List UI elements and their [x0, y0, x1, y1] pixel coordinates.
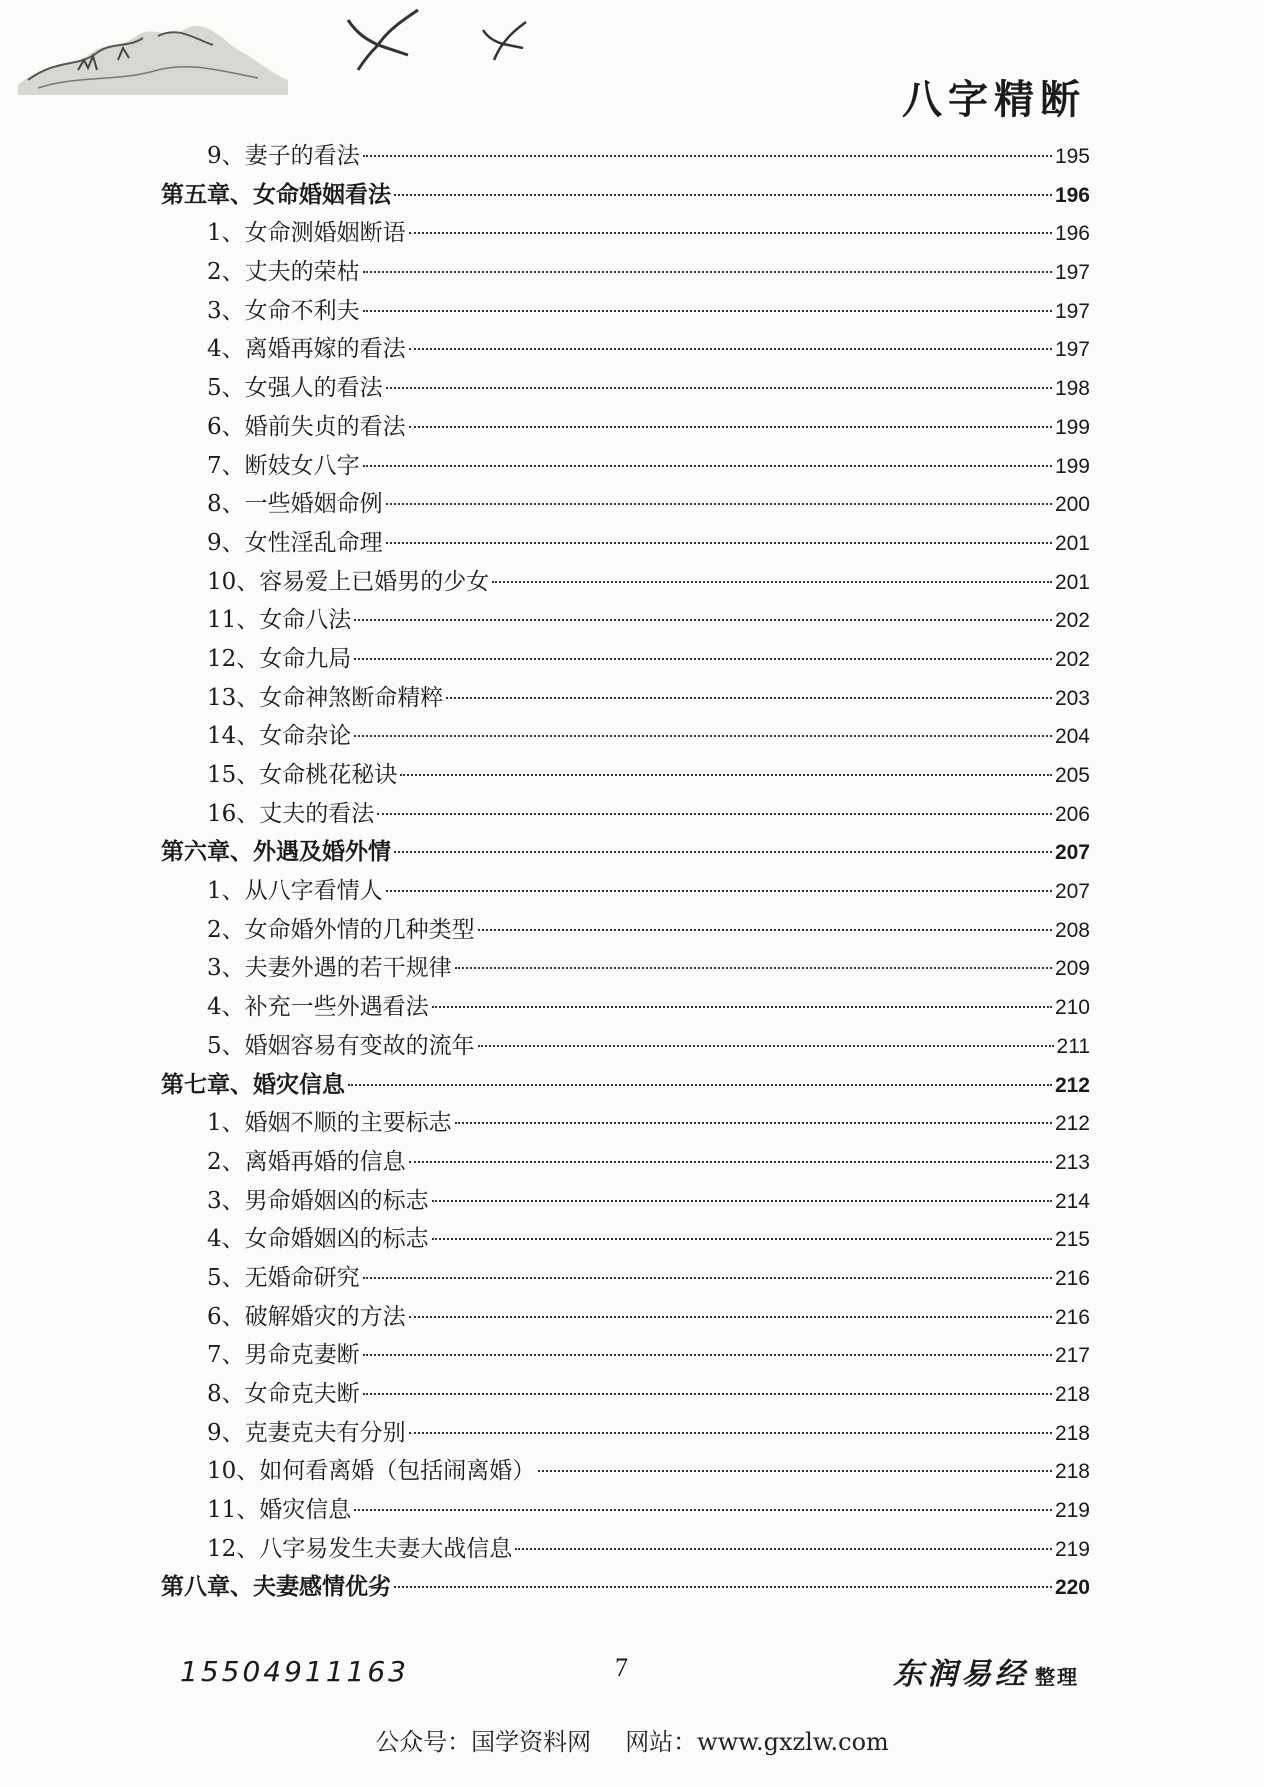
book-title: 八字精断: [902, 76, 1086, 123]
publisher-label: 公众号：国学资料网: [375, 1728, 592, 1756]
dot-leader: [409, 426, 1052, 428]
toc-page-number: 219: [1054, 1499, 1090, 1523]
toc-page-number: 202: [1054, 609, 1090, 633]
dot-leader: [432, 1200, 1052, 1202]
toc-entry-row: [155, 1104, 1090, 1143]
dot-leader: [348, 1084, 1052, 1086]
toc-entry-label: 4、离婚再嫁的看法: [207, 336, 406, 363]
toc-page-number: 216: [1054, 1305, 1090, 1329]
toc-page-number: 204: [1054, 725, 1090, 749]
toc-entry-row: [155, 1452, 1090, 1491]
dot-leader: [409, 348, 1052, 350]
toc-entry-row: [155, 717, 1090, 756]
website-label: 网站：www.gxzlw.com: [625, 1728, 889, 1756]
toc-entry-label: 12、八字易发生夫妻大战信息: [207, 1535, 513, 1562]
toc-entry-row: [155, 1182, 1090, 1221]
toc-entry-label: 3、夫妻外遇的若干规律: [207, 955, 452, 982]
toc-entry-row: [155, 601, 1090, 640]
toc-entry-label: 第八章、夫妻感情优劣: [161, 1573, 391, 1601]
dot-leader: [455, 1122, 1052, 1124]
toc-page-number: 217: [1054, 1344, 1090, 1368]
toc-entry-label: 11、女命八法: [207, 607, 352, 634]
toc-entry-label: 8、女命克夫断: [207, 1381, 360, 1407]
toc-entry-label: 16、丈夫的看法: [207, 800, 375, 827]
dot-leader: [354, 619, 1052, 621]
toc-entry-row: [155, 1298, 1090, 1337]
toc-page-number: 207: [1054, 841, 1090, 865]
toc-page-number: 206: [1054, 802, 1090, 826]
dot-leader: [386, 542, 1052, 544]
toc-entry-label: 7、男命克妻断: [207, 1342, 360, 1369]
dot-leader: [363, 1277, 1052, 1279]
dot-leader: [363, 310, 1052, 312]
toc-entry-label: 5、无婚命研究: [207, 1264, 360, 1291]
toc-entry-row: [155, 911, 1090, 950]
dot-leader: [354, 658, 1052, 660]
toc-page-number: 202: [1054, 647, 1090, 671]
toc-page-number: 216: [1054, 1266, 1090, 1290]
toc-chapter-row: [155, 1568, 1090, 1607]
dot-leader: [363, 1354, 1052, 1356]
toc-entry-label: 5、女强人的看法: [207, 375, 383, 402]
toc-entry-label: 3、女命不利夫: [207, 297, 360, 324]
dot-leader: [363, 271, 1052, 273]
toc-page-number: 218: [1054, 1421, 1090, 1445]
toc-entry-label: 11、婚灾信息: [207, 1497, 352, 1524]
toc-page-number: 209: [1054, 957, 1090, 981]
phone-number: 15504911163: [180, 1655, 409, 1688]
toc-entry-row: [155, 369, 1090, 408]
publisher-line: [0, 1722, 1264, 1757]
dot-leader: [394, 1586, 1052, 1588]
toc-entry-row: [155, 640, 1090, 679]
dot-leader: [363, 465, 1052, 467]
toc-entry-row: [155, 485, 1090, 524]
toc-entry-row: [155, 1259, 1090, 1298]
toc-entry-row: [155, 1143, 1090, 1182]
dot-leader: [515, 1548, 1052, 1550]
toc-page-number: 199: [1054, 454, 1090, 478]
toc-page-number: 211: [1056, 1034, 1090, 1058]
dot-leader: [432, 1238, 1052, 1240]
dot-leader: [409, 1432, 1052, 1434]
toc-entry-label: 4、女命婚姻凶的标志: [207, 1226, 429, 1253]
toc-page-number: 218: [1054, 1383, 1090, 1406]
toc-chapter-row: [155, 1066, 1090, 1105]
toc-entry-label: 5、婚姻容易有变故的流年: [207, 1032, 475, 1059]
toc-entry-label: 9、女性淫乱命理: [207, 529, 383, 556]
toc-page-number: 201: [1054, 570, 1090, 594]
dot-leader: [354, 1509, 1052, 1511]
toc-page-number: 212: [1054, 1112, 1090, 1136]
dot-leader: [354, 735, 1052, 737]
dot-leader: [386, 890, 1052, 892]
dot-leader: [478, 1045, 1054, 1047]
toc-entry-label: 第五章、女命婚姻看法: [161, 180, 391, 208]
toc-entry-row: [155, 988, 1090, 1027]
dot-leader: [394, 194, 1052, 196]
toc-entry-row: [155, 447, 1090, 486]
toc-entry-row: [155, 872, 1090, 911]
toc-entry-row: [155, 330, 1090, 369]
toc-entry-row: [155, 1027, 1090, 1066]
organizer-name: 东润易经: [893, 1657, 1029, 1692]
dot-leader: [478, 929, 1052, 931]
dot-leader: [386, 387, 1052, 389]
toc-entry-row: [155, 137, 1090, 176]
toc-page-number: 199: [1054, 415, 1090, 439]
toc-entry-label: 2、离婚再婚的信息: [207, 1148, 406, 1175]
organizer-credit: [893, 1649, 1079, 1693]
dot-leader: [432, 1006, 1052, 1008]
toc-page-number: 220: [1054, 1576, 1090, 1600]
toc-entry-row: [155, 214, 1090, 253]
toc-page-number: 203: [1054, 686, 1090, 710]
dot-leader: [446, 697, 1052, 699]
toc-page-number: 210: [1054, 996, 1090, 1020]
toc-entry-label: 8、一些婚姻命例: [207, 491, 383, 518]
toc-page-number: 195: [1054, 145, 1090, 168]
dot-leader: [363, 1393, 1052, 1395]
toc-page-number: 219: [1054, 1537, 1090, 1561]
toc-entry-label: 4、补充一些外遇看法: [207, 994, 429, 1021]
toc-entry-row: [155, 1414, 1090, 1453]
toc-chapter-row: [155, 833, 1090, 872]
toc-entry-label: 10、容易爱上已婚男的少女: [207, 568, 490, 595]
dot-leader: [409, 232, 1052, 234]
toc-entry-label: 14、女命杂论: [207, 723, 352, 750]
toc-page-number: 214: [1054, 1189, 1090, 1213]
toc-page-number: 212: [1054, 1073, 1090, 1097]
toc-entry-label: 2、女命婚外情的几种类型: [207, 916, 475, 943]
toc-entry-label: 3、男命婚姻凶的标志: [207, 1187, 429, 1214]
mountain-crane-illustration: [18, 0, 538, 120]
toc-entry-label: 10、如何看离婚（包括闹离婚）: [207, 1458, 536, 1485]
toc-page-number: 208: [1054, 918, 1090, 942]
toc-entry-row: [155, 1530, 1090, 1569]
dot-leader: [363, 155, 1052, 157]
dot-leader: [409, 1161, 1052, 1163]
dot-leader: [492, 581, 1052, 583]
toc-entry-row: [155, 795, 1090, 834]
toc-entry-label: 6、破解婚灾的方法: [207, 1303, 406, 1330]
toc-entry-row: [155, 408, 1090, 447]
toc-entry-row: [155, 949, 1090, 988]
toc-entry-row: [155, 1491, 1090, 1530]
toc-entry-label: 6、婚前失贞的看法: [207, 413, 406, 440]
toc-entry-row: [155, 1375, 1090, 1414]
toc-page-number: 197: [1054, 299, 1090, 323]
toc-page-number: 213: [1054, 1150, 1090, 1174]
toc-page-number: 197: [1054, 261, 1090, 285]
dot-leader: [394, 851, 1052, 853]
toc-page-number: 218: [1054, 1460, 1090, 1484]
dot-leader: [400, 774, 1052, 776]
dot-leader: [455, 967, 1052, 969]
toc-entry-row: [155, 253, 1090, 292]
toc-page-number: 201: [1054, 531, 1090, 555]
toc-entry-row: [155, 1336, 1090, 1375]
toc-entry-label: 2、丈夫的荣枯: [207, 259, 360, 286]
toc-entry-row: [155, 756, 1090, 795]
toc-entry-label: 7、断妓女八字: [207, 452, 360, 479]
toc-page-number: 205: [1054, 764, 1090, 787]
toc-page-number: 215: [1054, 1228, 1090, 1252]
toc-entry-row: [155, 563, 1090, 602]
toc-entry-label: 1、婚姻不顺的主要标志: [207, 1110, 452, 1137]
toc-page-number: 207: [1054, 880, 1090, 904]
toc-page-number: 197: [1054, 338, 1090, 362]
toc-entry-label: 1、从八字看情人: [207, 878, 383, 905]
dot-leader: [377, 813, 1052, 815]
toc-entry-row: [155, 524, 1090, 563]
toc-entry-label: 12、女命九局: [207, 645, 352, 672]
dot-leader: [409, 1316, 1052, 1318]
table-of-contents: [155, 137, 1090, 1607]
toc-entry-label: 9、克妻克夫有分别: [207, 1419, 406, 1446]
toc-entry-label: 1、女命测婚姻断语: [207, 220, 406, 247]
toc-page-number: 200: [1054, 493, 1090, 517]
dot-leader: [538, 1470, 1052, 1472]
toc-entry-row: [155, 1220, 1090, 1259]
toc-page-number: 198: [1054, 377, 1090, 401]
toc-entry-label: 15、女命桃花秘诀: [207, 762, 398, 788]
toc-page-number: 196: [1054, 222, 1090, 246]
page-number: 7: [615, 1653, 628, 1682]
toc-entry-row: [155, 292, 1090, 331]
toc-chapter-row: [155, 176, 1090, 215]
toc-entry-label: 第六章、外遇及婚外情: [161, 838, 391, 866]
dot-leader: [386, 503, 1052, 505]
toc-entry-label: 13、女命神煞断命精粹: [207, 684, 444, 711]
organizer-note: 整理: [1035, 1665, 1079, 1689]
toc-entry-label: 第七章、婚灾信息: [161, 1070, 345, 1098]
toc-page-number: 196: [1054, 183, 1090, 207]
toc-entry-label: 9、妻子的看法: [207, 143, 360, 169]
toc-entry-row: [155, 679, 1090, 718]
